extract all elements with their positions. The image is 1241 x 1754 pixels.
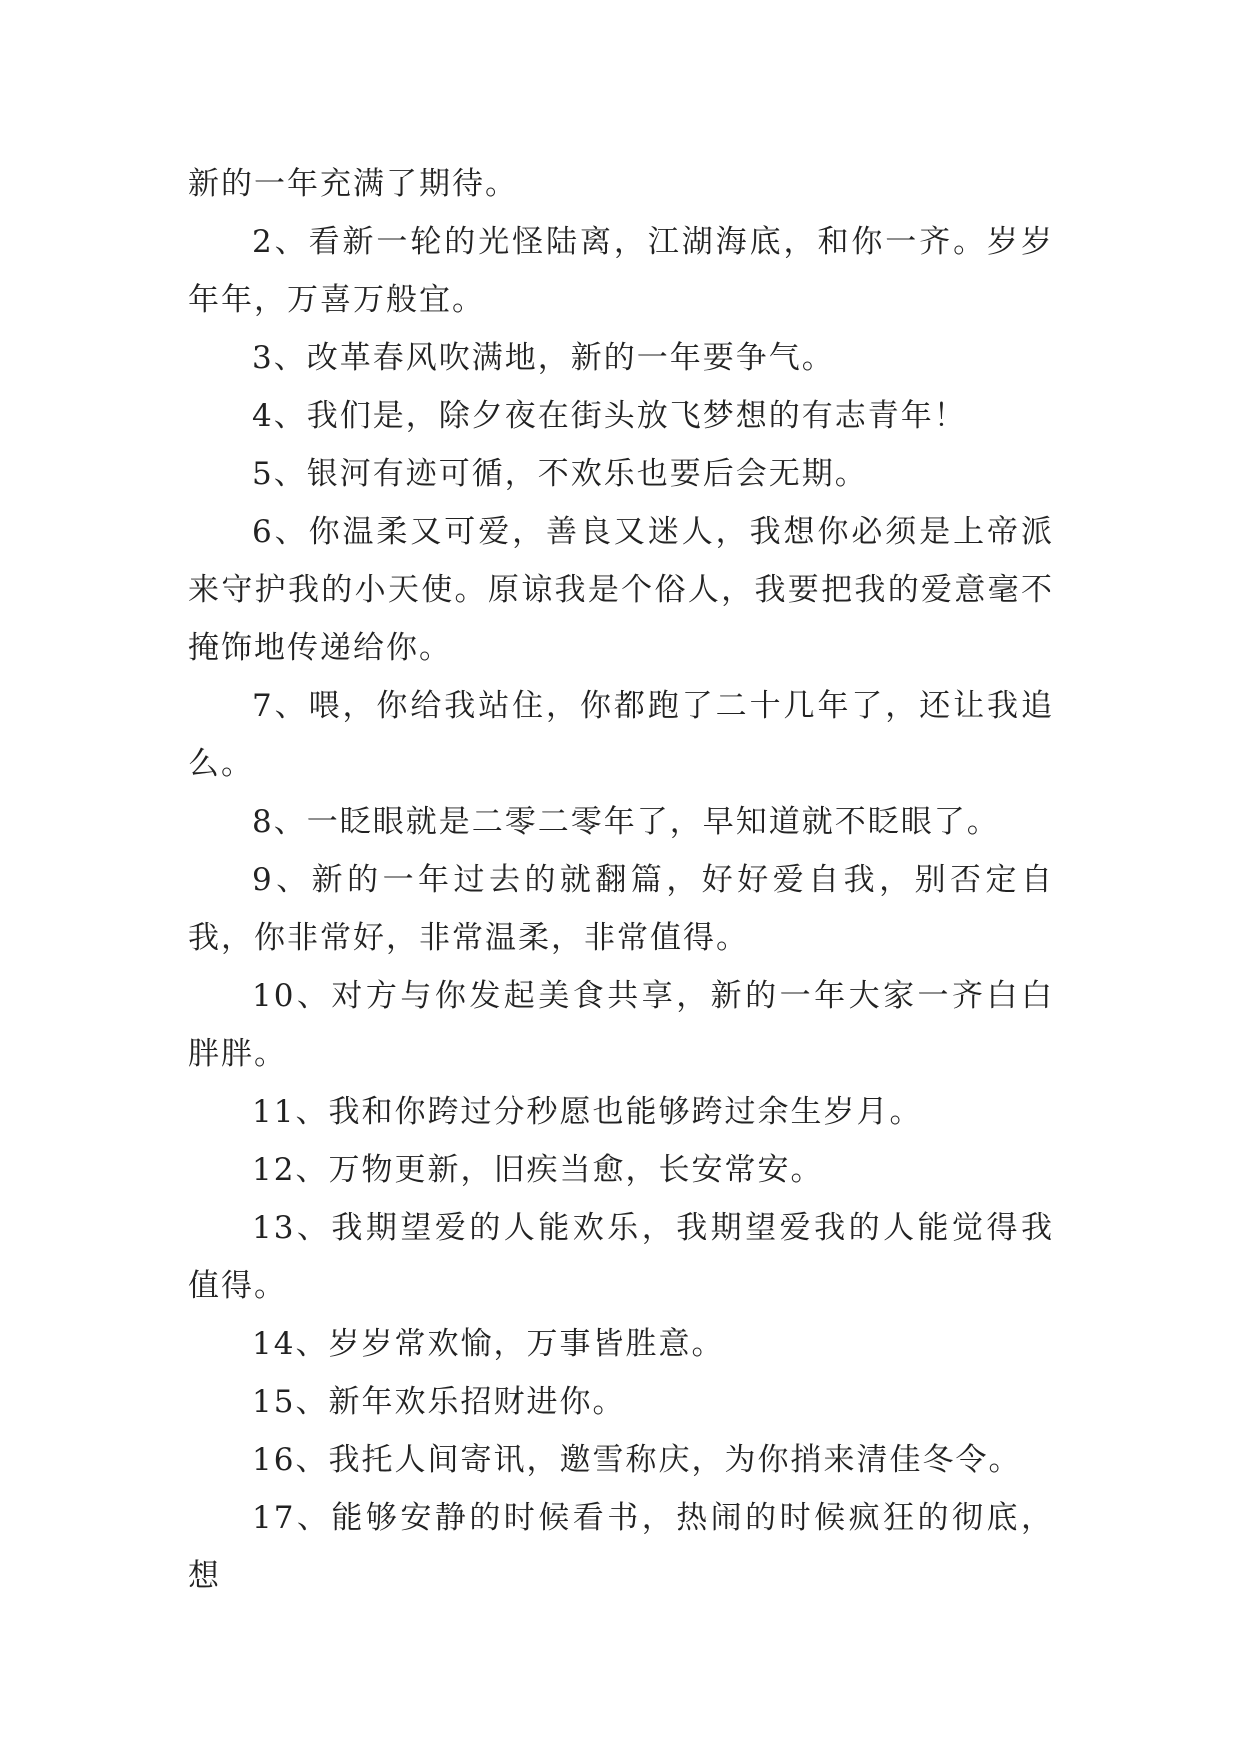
paragraph: 11、我和你跨过分秒愿也能够跨过余生岁月。	[252, 1094, 923, 1130]
paragraph: 5、银河有迹可循，不欢乐也要后会无期。	[252, 456, 868, 492]
paragraph: 7、喂，你给我站住，你都跑了二十几年了，还让我追么。	[188, 688, 1054, 782]
paragraph: 10、对方与你发起美食共享，新的一年大家一齐白白胖胖。	[188, 978, 1054, 1072]
paragraph: 12、万物更新，旧疾当愈，长安常安。	[252, 1152, 824, 1188]
paragraph: 9、新的一年过去的就翻篇，好好爱自我，别否定自我，你非常好，非常温柔，非常值得。	[188, 862, 1054, 956]
paragraph: 8、一眨眼就是二零二零年了，早知道就不眨眼了。	[252, 804, 1000, 840]
paragraph: 新的一年充满了期待。	[188, 166, 518, 202]
paragraph: 16、我托人间寄讯，邀雪称庆，为你捎来清佳冬令。	[252, 1442, 1022, 1478]
paragraph: 17、能够安静的时候看书，热闹的时候疯狂的彻底，想	[188, 1500, 1054, 1594]
paragraph: 14、岁岁常欢愉，万事皆胜意。	[252, 1326, 725, 1362]
paragraph: 2、看新一轮的光怪陆离，江湖海底，和你一齐。岁岁年年，万喜万般宜。	[188, 224, 1054, 318]
document-body	[188, 155, 1054, 1605]
paragraph: 13、我期望爱的人能欢乐，我期望爱我的人能觉得我值得。	[188, 1210, 1054, 1304]
paragraph: 6、你温柔又可爱，善良又迷人，我想你必须是上帝派来守护我的小天使。原谅我是个俗人，我要把我的爱意毫不掩饰地传递给你。	[188, 514, 1054, 666]
paragraph: 3、改革春风吹满地，新的一年要争气。	[252, 340, 835, 376]
paragraph: 15、新年欢乐招财进你。	[252, 1384, 626, 1420]
paragraph: 4、我们是，除夕夜在街头放飞梦想的有志青年！	[252, 398, 967, 434]
